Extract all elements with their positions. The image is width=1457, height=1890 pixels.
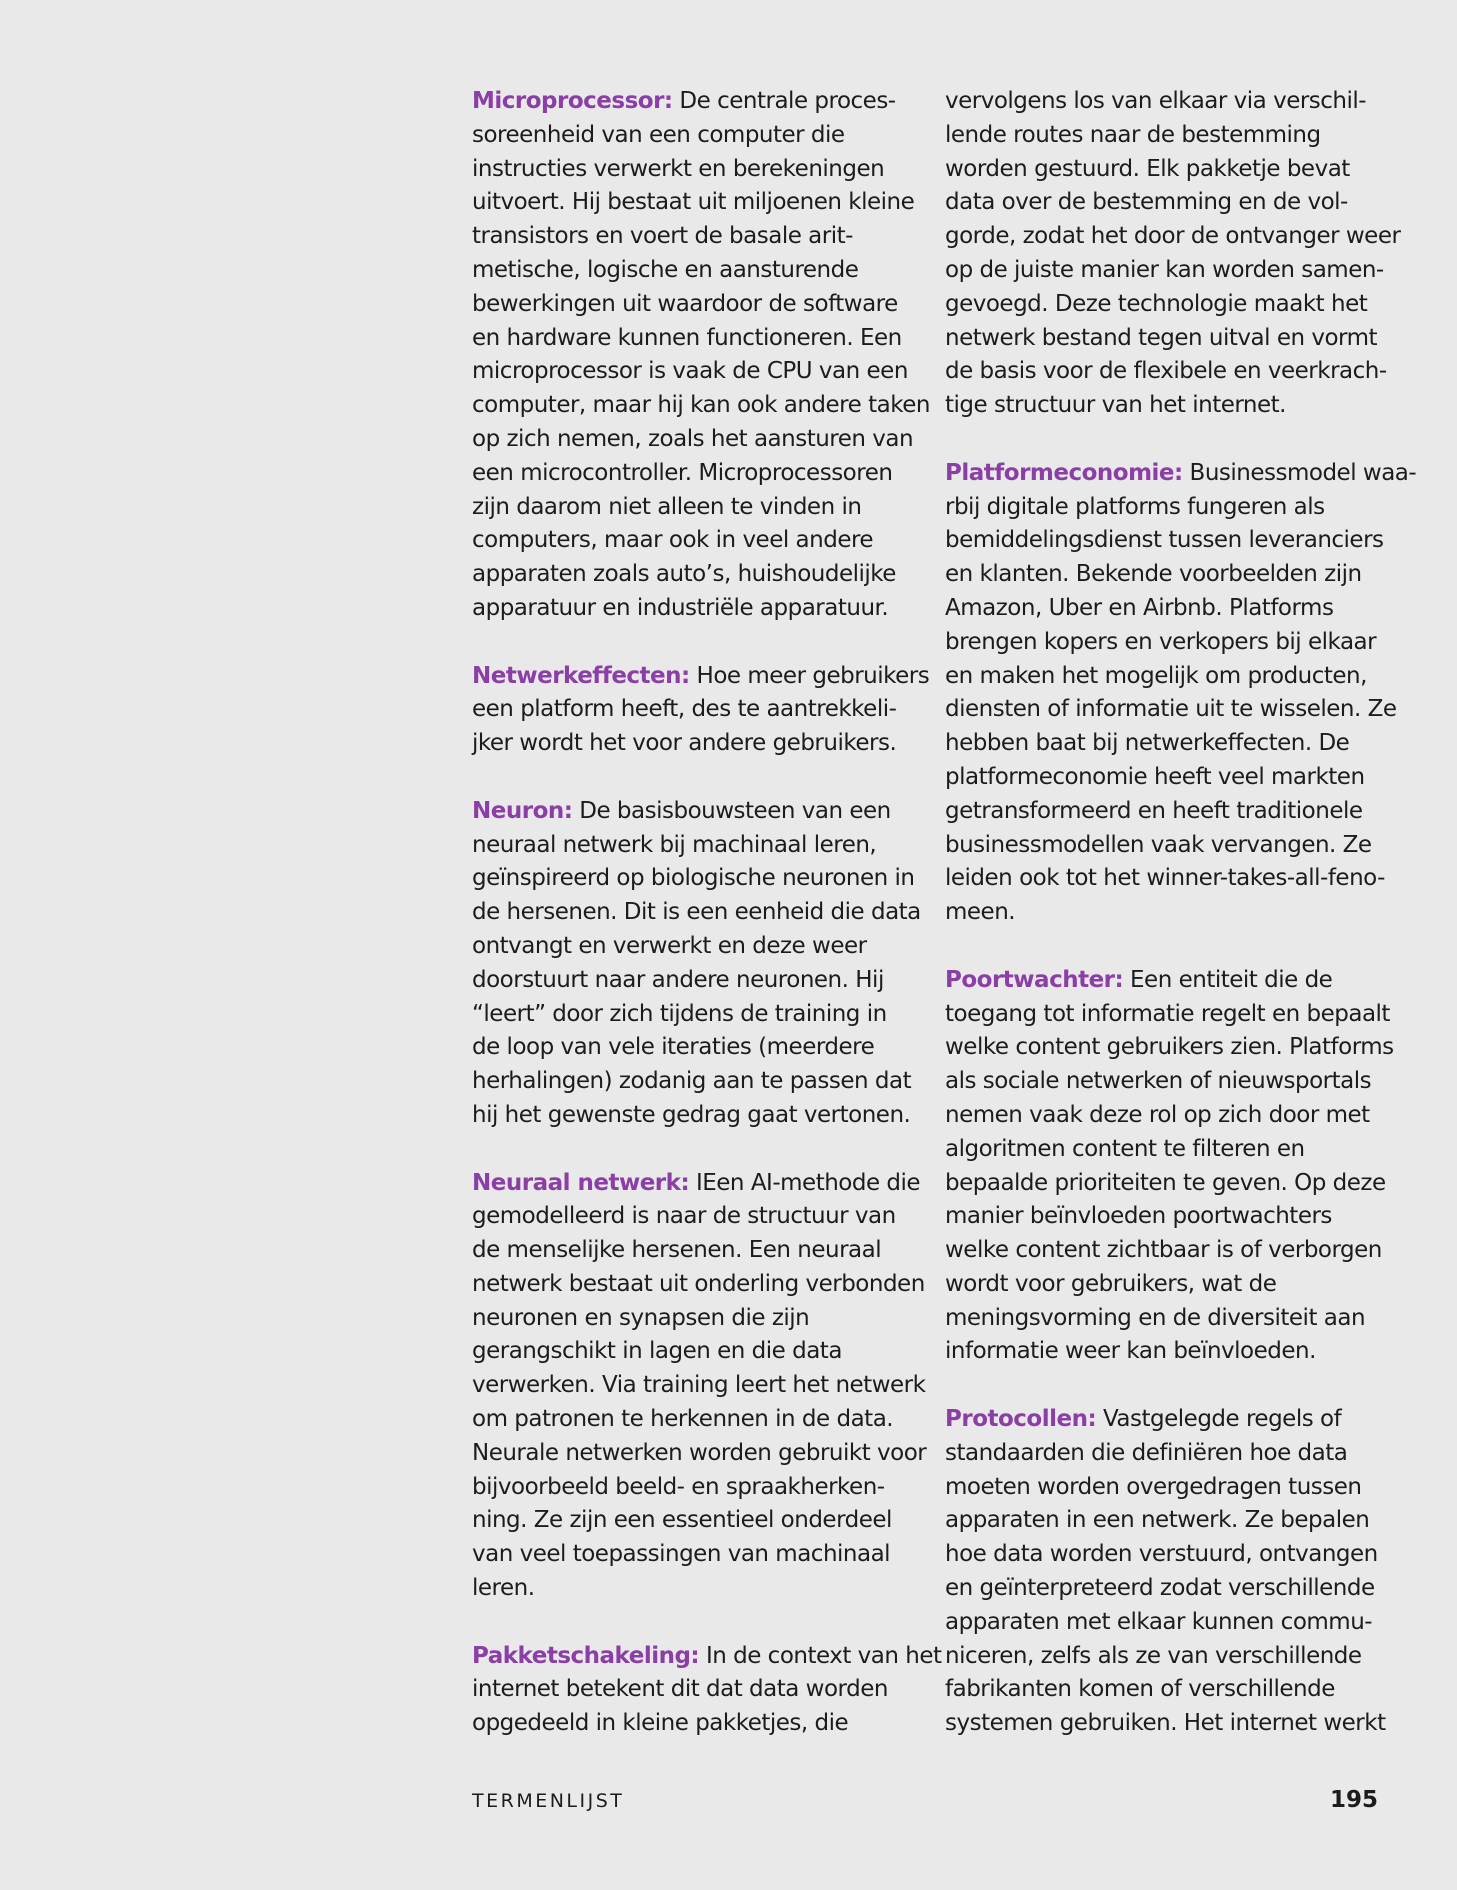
text-line [945,1403,1383,1437]
definition-text: leren. [472,1575,535,1602]
definition-text: manier beïnvloeden poortwachters [945,1203,1332,1230]
text-line [472,153,910,187]
text-line [472,1504,910,1538]
text-line [945,862,1383,896]
text-line [945,1335,1383,1369]
text-line [472,1707,910,1741]
text-line [945,1437,1383,1471]
definition-text: gemodelleerd is naar de structuur van [472,1203,896,1230]
text-line [472,1538,910,1572]
definition-text: Vastgelegde regels of [1096,1406,1342,1433]
definition-text: bemiddelingsdienst tussen leveranciers [945,527,1384,554]
text-line [945,896,1383,930]
glossary-term: Platformeconomie: [945,459,1183,486]
text-line [472,254,910,288]
text-line [472,592,910,626]
definition-text: “leert” door zich tijdens de training in [472,1000,887,1027]
text-line [472,322,910,356]
definition-text: welke content gebruikers zien. Platforms [945,1034,1394,1061]
text-line [945,1707,1386,1741]
text-line [472,930,910,964]
definition-text: netwerk bestand tegen uitval en vormt [945,324,1378,351]
definition-text: om patronen te herkennen in de data. [472,1406,894,1433]
definition-text: en hardware kunnen functioneren. Een [472,324,902,351]
definition-text: hebben baat bij netwerkeffecten. De [945,730,1350,757]
text-line [945,1673,1383,1707]
text-line [945,186,1383,220]
text-line [945,660,1383,694]
definition-text: de basis voor de flexibele en veerkrach- [945,358,1387,385]
text-line [472,1437,927,1471]
text-line [945,1302,1383,1336]
definition-text: tige structuur van het internet. [945,392,1286,419]
definition-text: en klanten. Bekende voorbeelden zijn [945,561,1362,588]
text-line [472,524,910,558]
definition-text: als sociale netwerken of nieuwsportals [945,1068,1372,1095]
section-label: TERMENLIJST [472,1790,625,1812]
definition-text: jker wordt het voor andere gebruikers. [472,730,897,757]
text-line [945,1606,1383,1640]
glossary-term: Netwerkeffecten: [472,662,690,689]
paragraph-gap [472,761,910,795]
text-line [472,829,910,863]
text-line [945,964,1383,998]
definition-text: Businessmodel waa- [1182,459,1417,486]
text-line [945,322,1383,356]
definition-text: platformeconomie heeft veel markten [945,763,1365,790]
glossary-term: Pakketschakeling: [472,1642,700,1669]
text-line [472,288,910,322]
definition-text: de hersenen. Dit is een eenheid die data [472,899,921,926]
text-line [472,1369,926,1403]
text-line [472,660,930,694]
definition-text: apparaten in een netwerk. Ze bepalen [945,1507,1370,1534]
text-line [472,355,910,389]
definition-text: Neurale netwerken worden gebruikt voor [472,1439,927,1466]
definition-text: standaarden die definiëren hoe data [945,1439,1348,1466]
text-line [945,119,1383,153]
paragraph-gap [472,626,910,660]
definition-text: de loop van vele iteraties (meerdere [472,1034,875,1061]
text-line [945,1167,1386,1201]
text-line [945,727,1383,761]
definition-text: rbij digitale platforms fungeren als [945,493,1325,520]
text-line [472,896,921,930]
definition-text: op zich nemen, zoals het aansturen van [472,425,914,452]
definition-text: data over de bestemming en de vol- [945,189,1348,216]
definition-text: neuronen en synapsen die zijn [472,1304,810,1331]
definition-text: IEen AI-methode die [689,1169,921,1196]
definition-text: netwerk bestaat uit onderling verbonden [472,1270,925,1297]
text-line [945,1133,1383,1167]
definition-text: computers, maar ook in veel andere [472,527,874,554]
text-line [472,423,914,457]
text-line [472,862,915,896]
definition-text: De basisbouwsteen van een [572,797,891,824]
text-line [472,727,910,761]
text-line [945,626,1383,660]
definition-text: van veel toepassingen van machinaal [472,1541,891,1568]
definition-text: ontvangt en verwerkt en deze weer [472,932,867,959]
definition-text: worden gestuurd. Elk pakketje bevat [945,155,1350,182]
text-line [945,998,1390,1032]
definition-text: hoe data worden verstuurd, ontvangen [945,1541,1378,1568]
text-line [945,355,1387,389]
text-line [472,1234,910,1268]
definition-text: en maken het mogelijk om producten, [945,662,1367,689]
definition-text: gorde, zodat het door de ontvanger weer [945,223,1401,250]
text-line [472,795,910,829]
glossary-term: Neuron: [472,797,573,824]
text-line [945,1538,1383,1572]
definition-text: Amazon, Uber en Airbnb. Platforms [945,594,1334,621]
text-line [472,1268,925,1302]
text-line [945,1504,1383,1538]
text-line [472,1403,910,1437]
definition-text: diensten of informatie uit te wisselen. Ze [945,696,1397,723]
paragraph-gap [472,1606,910,1640]
definition-text: zijn daarom niet alleen te vinden in [472,493,862,520]
definition-text: Een entiteit die de [1123,966,1333,993]
text-line [945,1234,1383,1268]
definition-text: op de juiste manier kan worden samen- [945,256,1384,283]
definition-text: meen. [945,899,1016,926]
definition-text: ning. Ze zijn een essentieel onderdeel [472,1507,892,1534]
text-line [945,558,1383,592]
text-line [472,1167,921,1201]
text-line [472,119,910,153]
definition-text: moeten worden overgedragen tussen [945,1473,1362,1500]
definition-text: welke content zichtbaar is of verborgen [945,1237,1382,1264]
definition-text: fabrikanten komen of verschillende [945,1676,1335,1703]
definition-text: niceren, zelfs als ze van verschillende [945,1642,1362,1669]
glossary-term: Poortwachter: [945,966,1124,993]
definition-text: getransformeerd en heeft traditionele [945,797,1363,824]
definition-text: de menselijke hersenen. Een neuraal [472,1237,882,1264]
text-line [472,998,910,1032]
text-line [472,1031,910,1065]
glossary-term: Microprocessor: [472,88,673,114]
text-line [472,1640,942,1674]
text-line [945,1572,1383,1606]
definition-text: algoritmen content te filteren en [945,1135,1305,1162]
text-line [945,254,1383,288]
definition-text: uitvoert. Hij bestaat uit miljoenen kleine [472,189,915,216]
text-line [472,1673,910,1707]
text-line [472,1065,910,1099]
page-number: 195 [1329,1787,1378,1813]
text-line [472,1200,910,1234]
definition-text: systemen gebruiken. Het internet werkt [945,1710,1386,1737]
definition-text: toegang tot informatie regelt en bepaalt [945,1000,1390,1027]
text-line [472,186,915,220]
text-line [472,693,910,727]
definition-text: Hoe meer gebruikers [689,662,930,689]
definition-text: nemen vaak deze rol op zich door met [945,1101,1370,1128]
text-line [945,85,1383,119]
text-line [472,389,930,423]
definition-text: apparaten met elkaar kunnen commu- [945,1608,1373,1635]
definition-text: leiden ook tot het winner-takes-all-feno- [945,865,1385,892]
definition-text: informatie weer kan beïnvloeden. [945,1338,1316,1365]
definition-text: De centrale proces- [672,88,896,114]
text-line [472,1572,910,1606]
text-line [472,558,910,592]
text-line [472,1471,910,1505]
definition-text: internet betekent dit dat data worden [472,1676,888,1703]
text-line [472,220,910,254]
paragraph-gap [945,1369,1383,1403]
definition-text: geïnspireerd op biologische neuronen in [472,865,915,892]
definition-text: brengen kopers en verkopers bij elkaar [945,628,1377,655]
definition-text: bewerkingen uit waardoor de software [472,290,898,317]
paragraph-gap [472,1133,910,1167]
definition-text: apparaten zoals auto’s, huishoudelijke [472,561,896,588]
text-line [945,1640,1383,1674]
definition-text: bepaalde prioriteiten te geven. Op deze [945,1169,1386,1196]
definition-text: meningsvorming en de diversiteit aan [945,1304,1366,1331]
text-line [945,1200,1383,1234]
text-line [945,829,1383,863]
glossary-column-right [945,85,1417,1741]
text-line [945,1065,1383,1099]
glossary-column-left [472,85,942,1741]
text-line [472,85,910,119]
text-line [945,1471,1383,1505]
definition-text: verwerken. Via training leert het netwerk [472,1372,926,1399]
text-line [945,1031,1394,1065]
text-line [945,220,1401,254]
definition-text: metische, logische en aansturende [472,256,859,283]
text-line [472,1302,910,1336]
text-line [472,964,910,998]
text-line [945,1099,1383,1133]
definition-text: soreenheid van een computer die [472,121,845,148]
paragraph-gap [945,930,1383,964]
definition-text: gerangschikt in lagen en die data [472,1338,842,1365]
text-line [945,592,1383,626]
text-line [472,1335,910,1369]
text-line [945,491,1383,525]
definition-text: lende routes naar de bestemming [945,121,1321,148]
glossary-term: Neuraal netwerk: [472,1169,690,1196]
definition-text: transistors en voert de basale arit- [472,223,853,250]
definition-text: computer, maar hij kan ook andere taken [472,392,930,419]
definition-text: neuraal netwerk bij machinaal leren, [472,831,877,858]
text-line [945,524,1383,558]
text-line [945,288,1383,322]
definition-text: gevoegd. Deze technologie maakt het [945,290,1368,317]
definition-text: In de context van het [699,1642,942,1669]
text-line [472,457,910,491]
definition-text: hij het gewenste gedrag gaat vertonen. [472,1101,911,1128]
text-line [945,457,1417,491]
text-line [472,491,910,525]
definition-text: en geïnterpreteerd zodat verschillende [945,1575,1375,1602]
definition-text: doorstuurt naar andere neuronen. Hij [472,966,884,993]
text-line [945,153,1383,187]
text-line [945,795,1383,829]
definition-text: opgedeeld in kleine pakketjes, die [472,1710,849,1737]
definition-text: een microcontroller. Microprocessoren [472,459,893,486]
text-line [945,1268,1383,1302]
definition-text: instructies verwerkt en berekeningen [472,155,885,182]
definition-text: bijvoorbeeld beeld- en spraakherken- [472,1473,885,1500]
definition-text: vervolgens los van elkaar via verschil- [945,88,1367,114]
definition-text: wordt voor gebruikers, wat de [945,1270,1277,1297]
definition-text: een platform heeft, des te aantrekkeli- [472,696,897,723]
text-line [472,1099,910,1133]
definition-text: microprocessor is vaak de CPU van een [472,358,908,385]
text-line [945,693,1397,727]
text-line [945,761,1383,795]
paragraph-gap [945,423,1383,457]
text-line [945,389,1383,423]
definition-text: apparatuur en industriële apparatuur. [472,594,889,621]
definition-text: businessmodellen vaak vervangen. Ze [945,831,1372,858]
definition-text: herhalingen) zodanig aan te passen dat [472,1068,912,1095]
glossary-term: Protocollen: [945,1406,1097,1433]
